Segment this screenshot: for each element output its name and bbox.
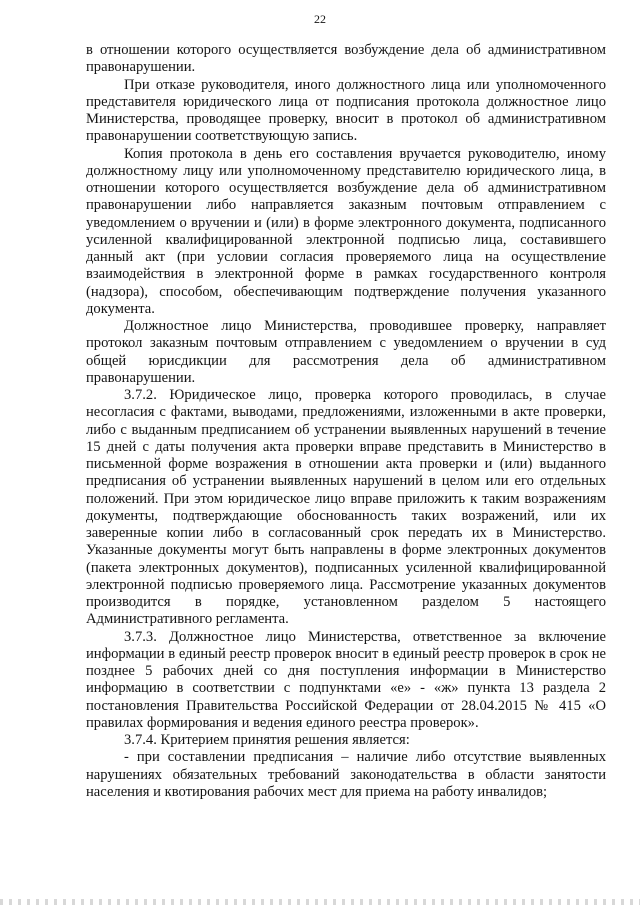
paragraph-3-7-3: 3.7.3. Должностное лицо Министерства, ответственное за включение информации в единый реестр проверок вносит в единый реестр проверок в срок не позднее 5 рабочих дней со дня поступления информации в Министерство информацию в соответствии с подпунктами «е» - «ж» пункта 13 раздела 2 постановления Правительства Российской Федерации от 28.04.2015 № 415 «О правилах формирования и ведения единого реестра проверок». bbox=[86, 628, 606, 731]
paragraph-protocol-copy: Копия протокола в день его составления вручается руководителю, иному должностному лицу или уполномоченному представителю юридического лица, в отношении которого осуществляется возбуждение дела об административном правонарушении либо направляется заказным почтовым отправлением с уведомлением о вручении и (или) в форме электронного документа, подписанного усиленной квалифицированной электронной подписью лица, составившего данный акт (при условии согласия проверяемого лица на осуществление взаимодействия в электронной форме в рамках государственного контроля (надзора), способом, обеспечивающим подтверждение получения указанного документа. bbox=[86, 145, 606, 317]
page-number: 22 bbox=[314, 12, 326, 26]
paragraph-refusal-to-sign: При отказе руководителя, иного должностного лица или уполномоченного представителя юридического лица от подписания протокола должностное лицо Министерства, проводящее проверку, вносит в протокол об административном правонарушении соответствующую запись. bbox=[86, 76, 606, 145]
paragraph-3-7-4: 3.7.4. Критерием принятия решения является: bbox=[124, 732, 410, 748]
paragraph-continuation: в отношении которого осуществляется возбуждение дела об административном правонарушении. bbox=[86, 42, 606, 76]
scan-edge-artifact bbox=[0, 899, 640, 905]
document-body bbox=[86, 42, 606, 801]
paragraph-3-7-2: 3.7.2. Юридическое лицо, проверка которого проводилась, в случае несогласия с фактами, выводами, предложениями, изложенными в акте проверки, либо с выданным предписанием об устранении выявленных нарушений в течение 15 дней с даты получения акта проверки вправе представить в Министерство в письменной форме возражения в отношении акта проверки и (или) выданного предписания об устранении выявленных нарушений в целом или его отдельных положений. При этом юридическое лицо вправе приложить к таким возражениям документы, подтверждающие обоснованность таких возражений, или их заверенные копии либо в согласованный срок передать их в Министерство. Указанные документы могут быть направлены в форме электронных документов (пакета электронных документов), подписанных усиленной квалифицированной электронной подписью проверяемого лица. Рассмотрение указанных документов производится в порядке, установленном разделом 5 настоящего Административного регламента. bbox=[86, 387, 606, 628]
paragraph-protocol-to-court: Должностное лицо Министерства, проводившее проверку, направляет протокол заказным почтовым отправлением с уведомлением о вручении в суд общей юрисдикции для рассмотрения дела об административном правонарушении. bbox=[86, 318, 606, 386]
paragraph-criterion-prescription: - при составлении предписания – наличие либо отсутствие выявленных нарушениях обязательных требований законодательства в области занятости населения и квотирования рабочих мест для приема на работу инвалидов; bbox=[86, 749, 606, 800]
